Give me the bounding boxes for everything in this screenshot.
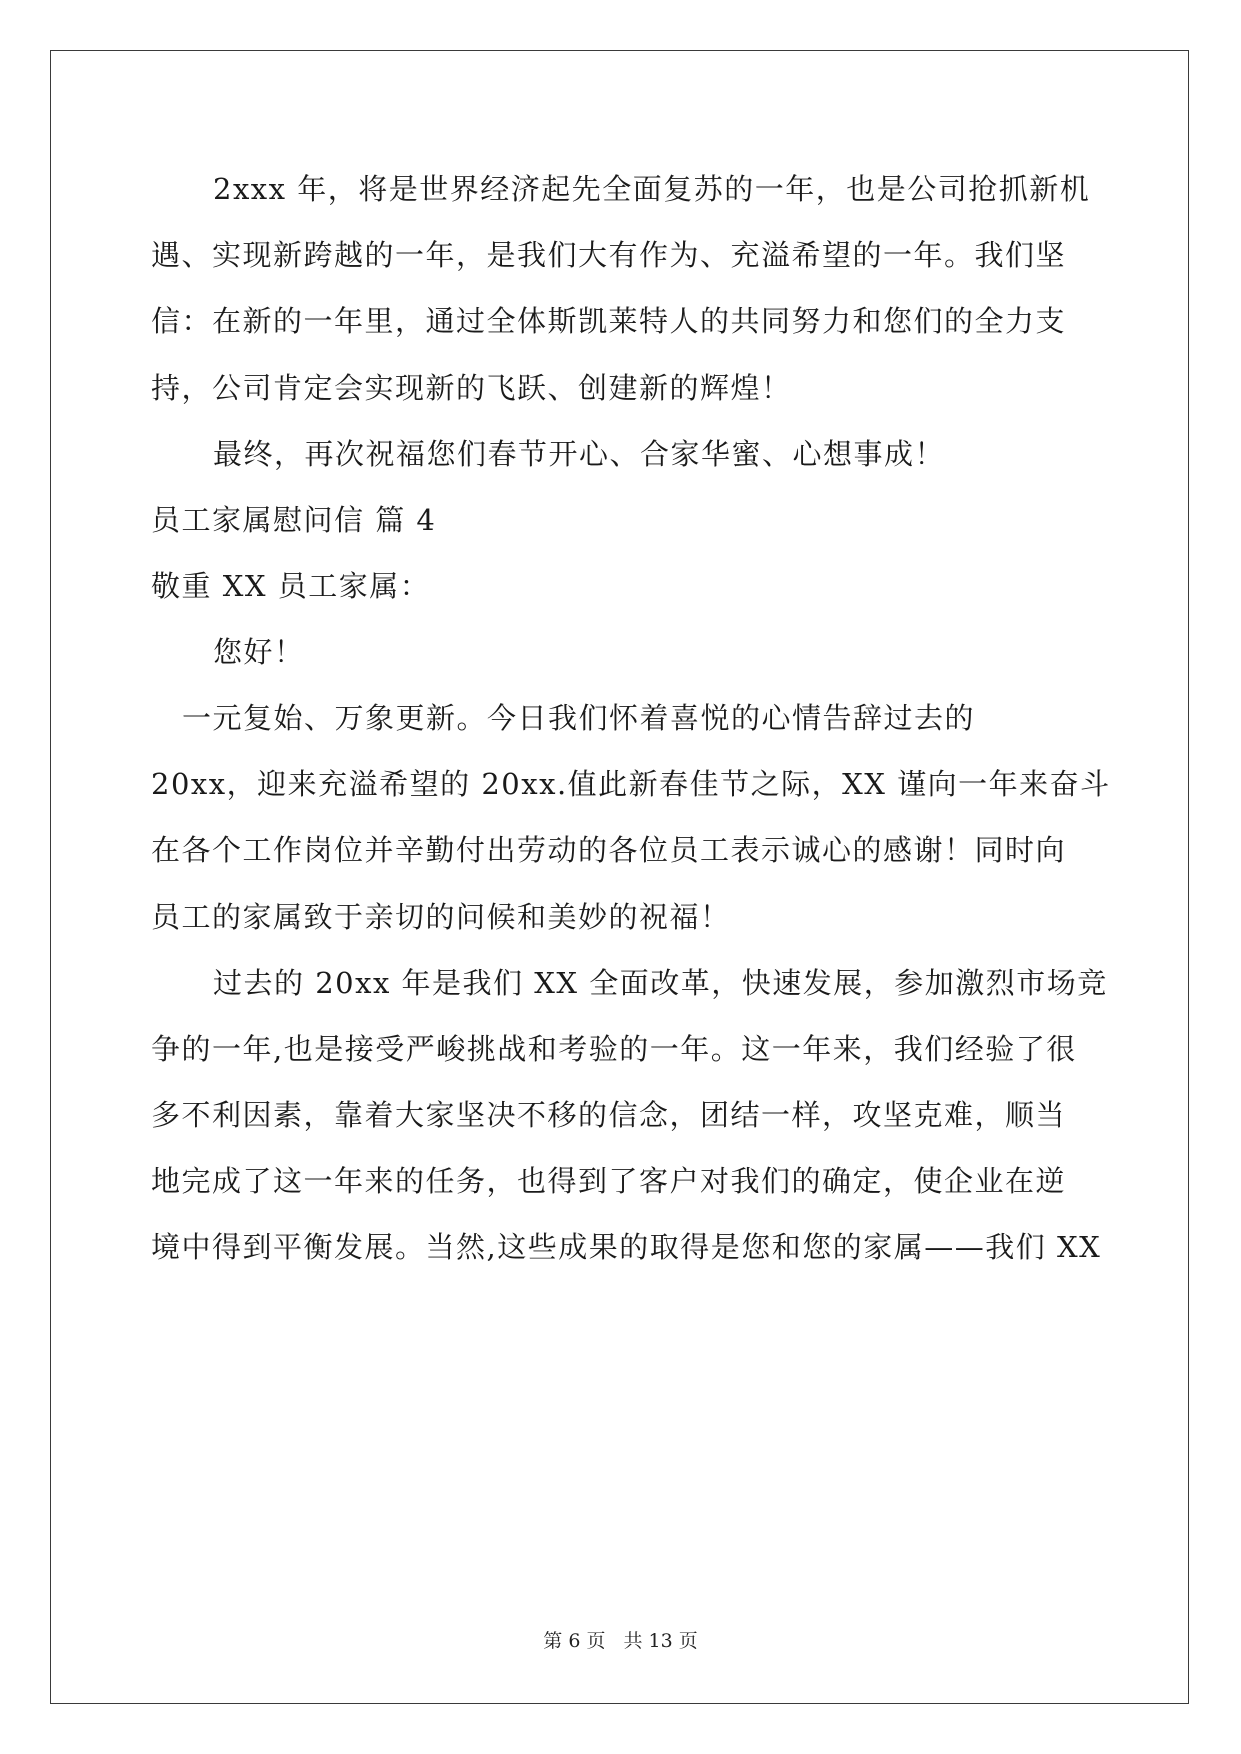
page-total: 共 13 页 — [623, 1630, 698, 1652]
section-heading: 员工家属慰问信 篇 4 — [151, 503, 437, 537]
paragraph-line: 地完成了这一年来的任务，也得到了客户对我们的确定，使企业在逆 — [151, 1164, 1067, 1198]
page-footer — [0, 1629, 1241, 1653]
paragraph-line: 在各个工作岗位并辛勤付出劳动的各位员工表示诚心的感谢！同时向 — [151, 833, 1067, 867]
paragraph-line: 员工的家属致于亲切的问候和美妙的祝福！ — [151, 900, 731, 934]
paragraph-line: 争的一年,也是接受严峻挑战和考验的一年。这一年来，我们经验了很 — [151, 1032, 1077, 1066]
greeting: 您好！ — [213, 635, 305, 669]
paragraph-line: 信：在新的一年里，通过全体斯凯莱特人的共同努力和您们的全力支 — [151, 304, 1067, 338]
paragraph-line: 过去的 20xx 年是我们 XX 全面改革，快速发展，参加激烈市场竞 — [213, 966, 1108, 1000]
paragraph-line: 持，公司肯定会实现新的飞跃、创建新的辉煌！ — [151, 371, 792, 405]
page-border — [50, 50, 1189, 1704]
paragraph-line: 20xx，迎来充溢希望的 20xx.值此新春佳节之际，XX 谨向一年来奋斗 — [151, 767, 1111, 801]
page-number: 第 6 页 — [543, 1630, 606, 1652]
paragraph-line: 2xxx 年，将是世界经济起先全面复苏的一年，也是公司抢抓新机 — [213, 172, 1091, 206]
paragraph-line: 多不利因素，靠着大家坚决不移的信念，团结一样，攻坚克难，顺当 — [151, 1098, 1067, 1132]
salutation: 敬重 XX 员工家属： — [151, 569, 431, 603]
paragraph-line: 一元复始、万象更新。今日我们怀着喜悦的心情告辞过去的 — [182, 701, 976, 735]
paragraph-line: 最终，再次祝福您们春节开心、合家华蜜、心想事成！ — [213, 437, 946, 471]
paragraph-line: 遇、实现新跨越的一年，是我们大有作为、充溢希望的一年。我们坚 — [151, 238, 1067, 272]
paragraph-line: 境中得到平衡发展。当然,这些成果的取得是您和您的家属——我们 XX — [151, 1230, 1102, 1264]
